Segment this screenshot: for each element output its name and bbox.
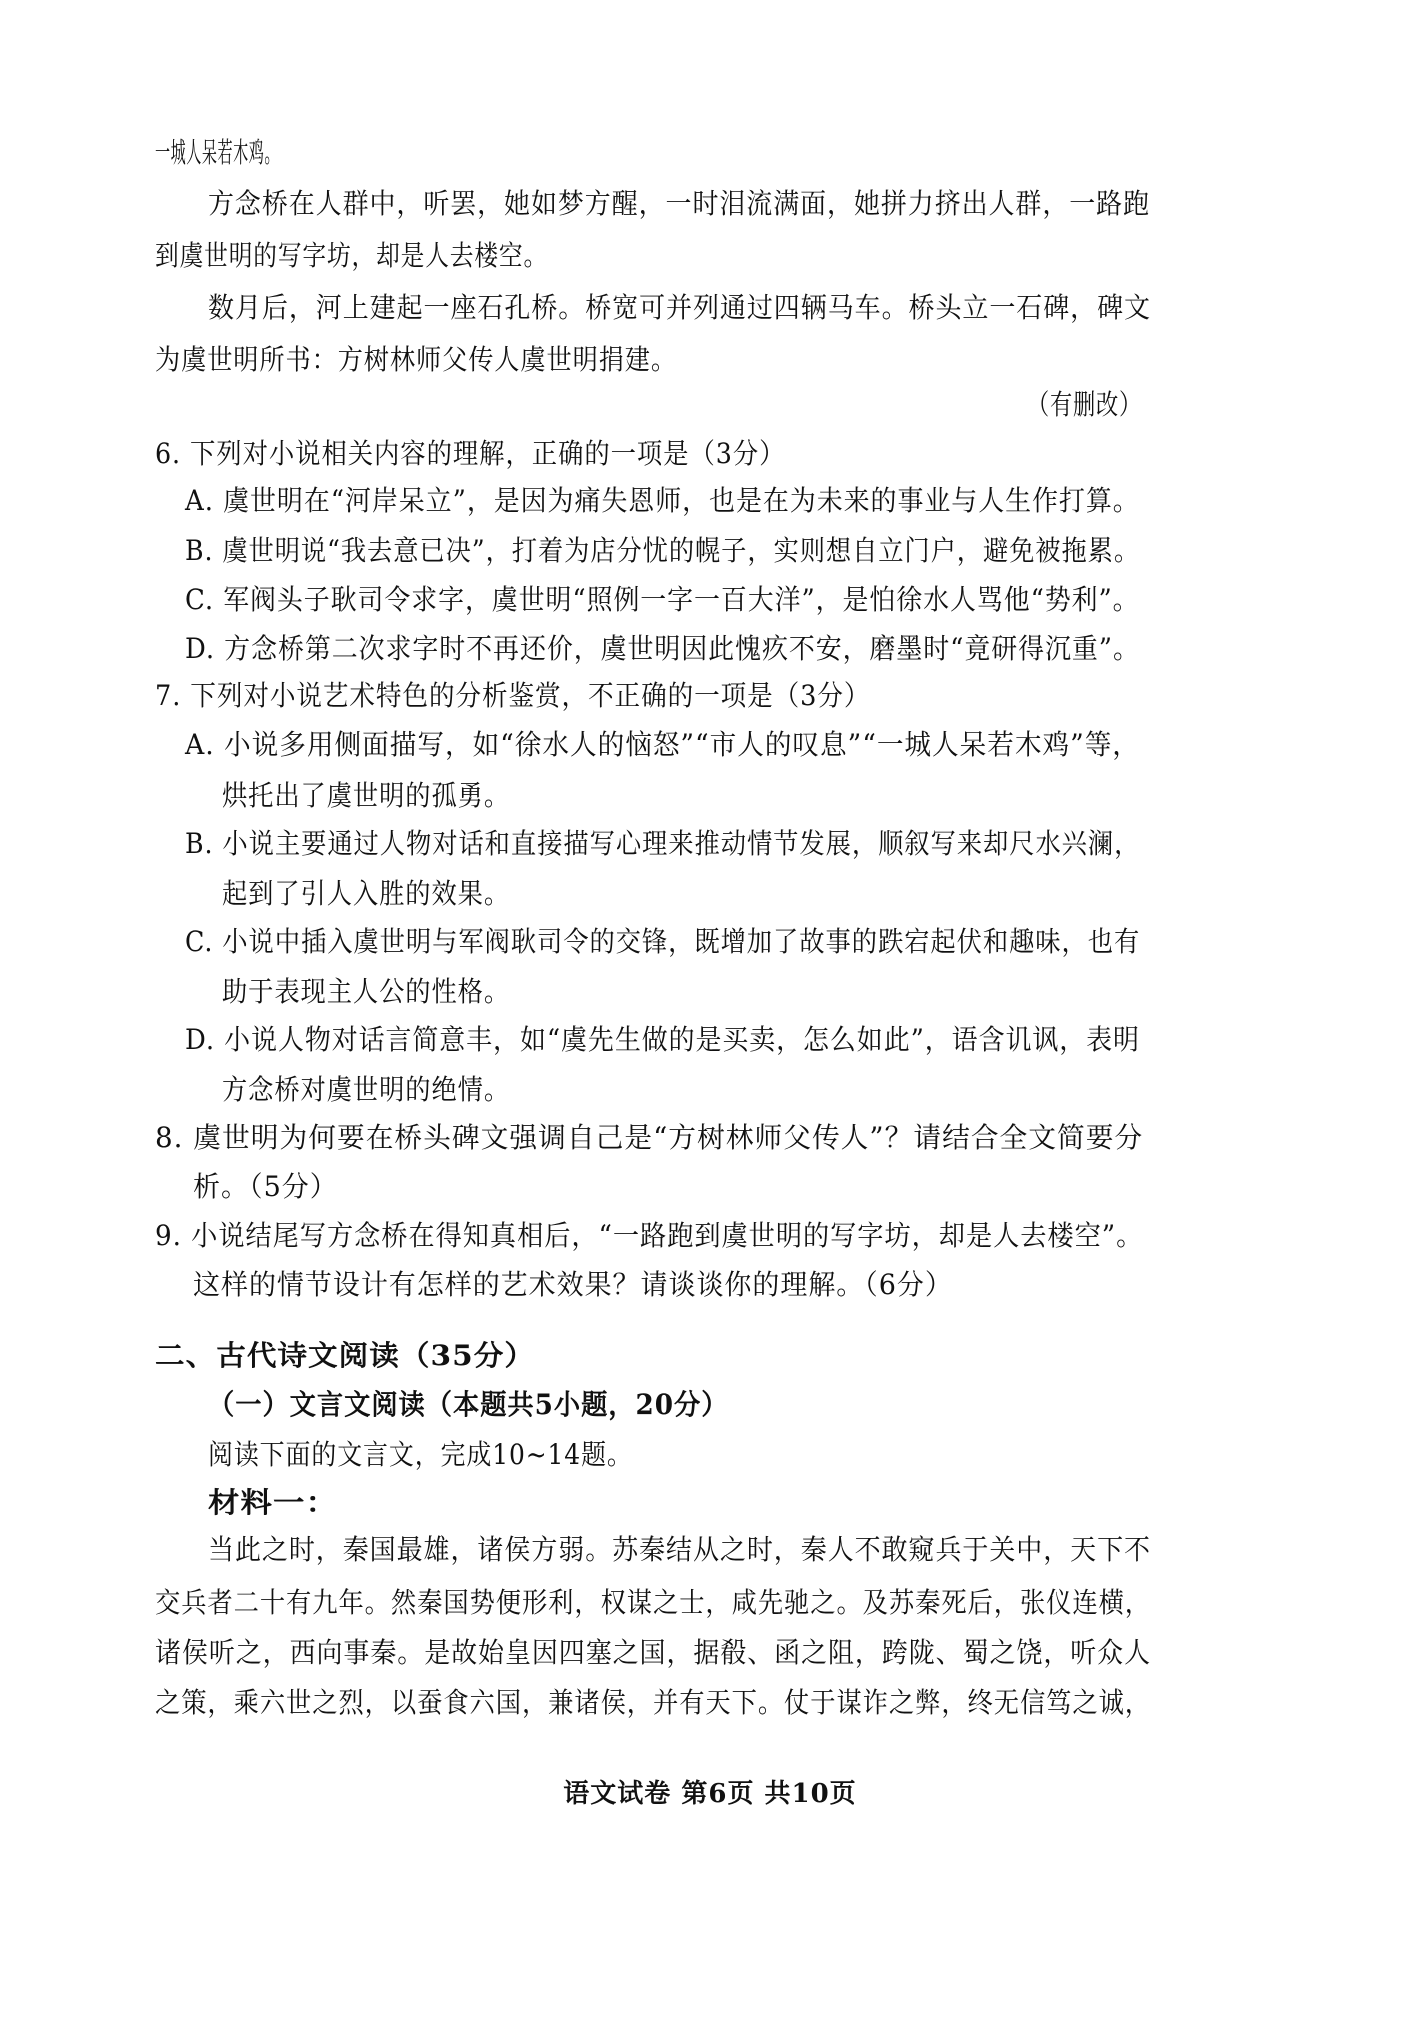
q7-option-b-line2: 起到了引人入胜的效果。 (222, 877, 511, 910)
q7-option-d-line1: D. 小说人物对话言简意丰，如“虞先生做的是买卖，怎么如此”，语含讥讽，表明 (185, 1023, 1140, 1056)
edit-note: （有删改） (1027, 388, 1143, 421)
q7-option-c-line1: C. 小说中插入虞世明与军阀耿司令的交锋，既增加了故事的跌宕起伏和趣味，也有 (185, 925, 1141, 958)
q7-option-b-line1: B. 小说主要通过人物对话和直接描写心理来推动情节发展，顺叙写来却尺水兴澜， (185, 827, 1141, 860)
q6-option-c: C. 军阀头子耿司令求字，虞世明“照例一字一百大洋”，是怕徐水人骂他“势利”。 (185, 583, 1140, 616)
q6-option-b: B. 虞世明说“我去意已决”，打着为店分忧的幌子，实则想自立门户，避免被拖累。 (185, 534, 1141, 567)
q7-option-a-line2: 烘托出了虞世明的孤勇。 (222, 779, 511, 812)
section2-title: 二、古代诗文阅读（35分） (155, 1339, 535, 1372)
passage-line-4: 之策，乘六世之烈，以蚕食六国，兼诸侯，并有天下。仗于谋诈之弊，终无信笃之诚， (155, 1686, 1152, 1719)
passage-line-3: 诸侯听之，西向事秦。是故始皇因四塞之国，据殽、函之阻，跨陇、蜀之饶，听众人 (155, 1636, 1152, 1669)
q6-stem: 6. 下列对小说相关内容的理解，正确的一项是（3分） (155, 437, 786, 470)
story-line-2: 方念桥在人群中，听罢，她如梦方醒，一时泪流满面，她拼力挤出人群，一路跑 (208, 187, 1151, 220)
section2-instruction: 阅读下面的文言文，完成10~14题。 (208, 1438, 633, 1471)
q7-option-a-line1: A. 小说多用侧面描写，如“徐水人的恼怒”“市人的叹息”“一城人呆若木鸡”等， (185, 728, 1140, 761)
q9-line2: 这样的情节设计有怎样的艺术效果？请谈谈你的理解。（6分） (193, 1268, 953, 1301)
passage-line-2: 交兵者二十有九年。然秦国势便形利，权谋之士，咸先驰之。及苏秦死后，张仪连横， (155, 1586, 1152, 1619)
story-line-5: 为虞世明所书：方树林师父传人虞世明捐建。 (155, 343, 678, 376)
q6-option-a: A. 虞世明在“河岸呆立”，是因为痛失恩师，也是在为未来的事业与人生作打算。 (185, 484, 1140, 517)
page-footer: 语文试卷 第6页 共10页 (563, 1779, 857, 1809)
q8-line2: 析。（5分） (193, 1170, 338, 1203)
story-line-1: 一城人呆若木鸡。 (155, 136, 281, 169)
story-line-3: 到虞世明的写字坊，却是人去楼空。 (155, 239, 549, 272)
passage-line-1: 当此之时，秦国最雄，诸侯方弱。苏秦结从之时，秦人不敢窥兵于关中，天下不 (208, 1533, 1152, 1566)
material-label: 材料一： (208, 1486, 339, 1519)
q8-line1: 8. 虞世明为何要在桥头碑文强调自己是“方树林师父传人”？请结合全文简要分 (155, 1121, 1144, 1154)
q7-option-d-line2: 方念桥对虞世明的绝情。 (222, 1073, 511, 1106)
section2-subtitle: （一）文言文阅读（本题共5小题，20分） (208, 1388, 729, 1421)
story-line-4: 数月后，河上建起一座石孔桥。桥宽可并列通过四辆马车。桥头立一石碑，碑文 (208, 291, 1152, 324)
q7-stem: 7. 下列对小说艺术特色的分析鉴赏，不正确的一项是（3分） (155, 679, 871, 712)
q9-line1: 9. 小说结尾写方念桥在得知真相后，“一路跑到虞世明的写字坊，却是人去楼空”。 (155, 1219, 1144, 1252)
q7-option-c-line2: 助于表现主人公的性格。 (222, 975, 511, 1008)
q6-option-d: D. 方念桥第二次求字时不再还价，虞世明因此愧疚不安，磨墨时“竟研得沉重”。 (185, 632, 1140, 665)
